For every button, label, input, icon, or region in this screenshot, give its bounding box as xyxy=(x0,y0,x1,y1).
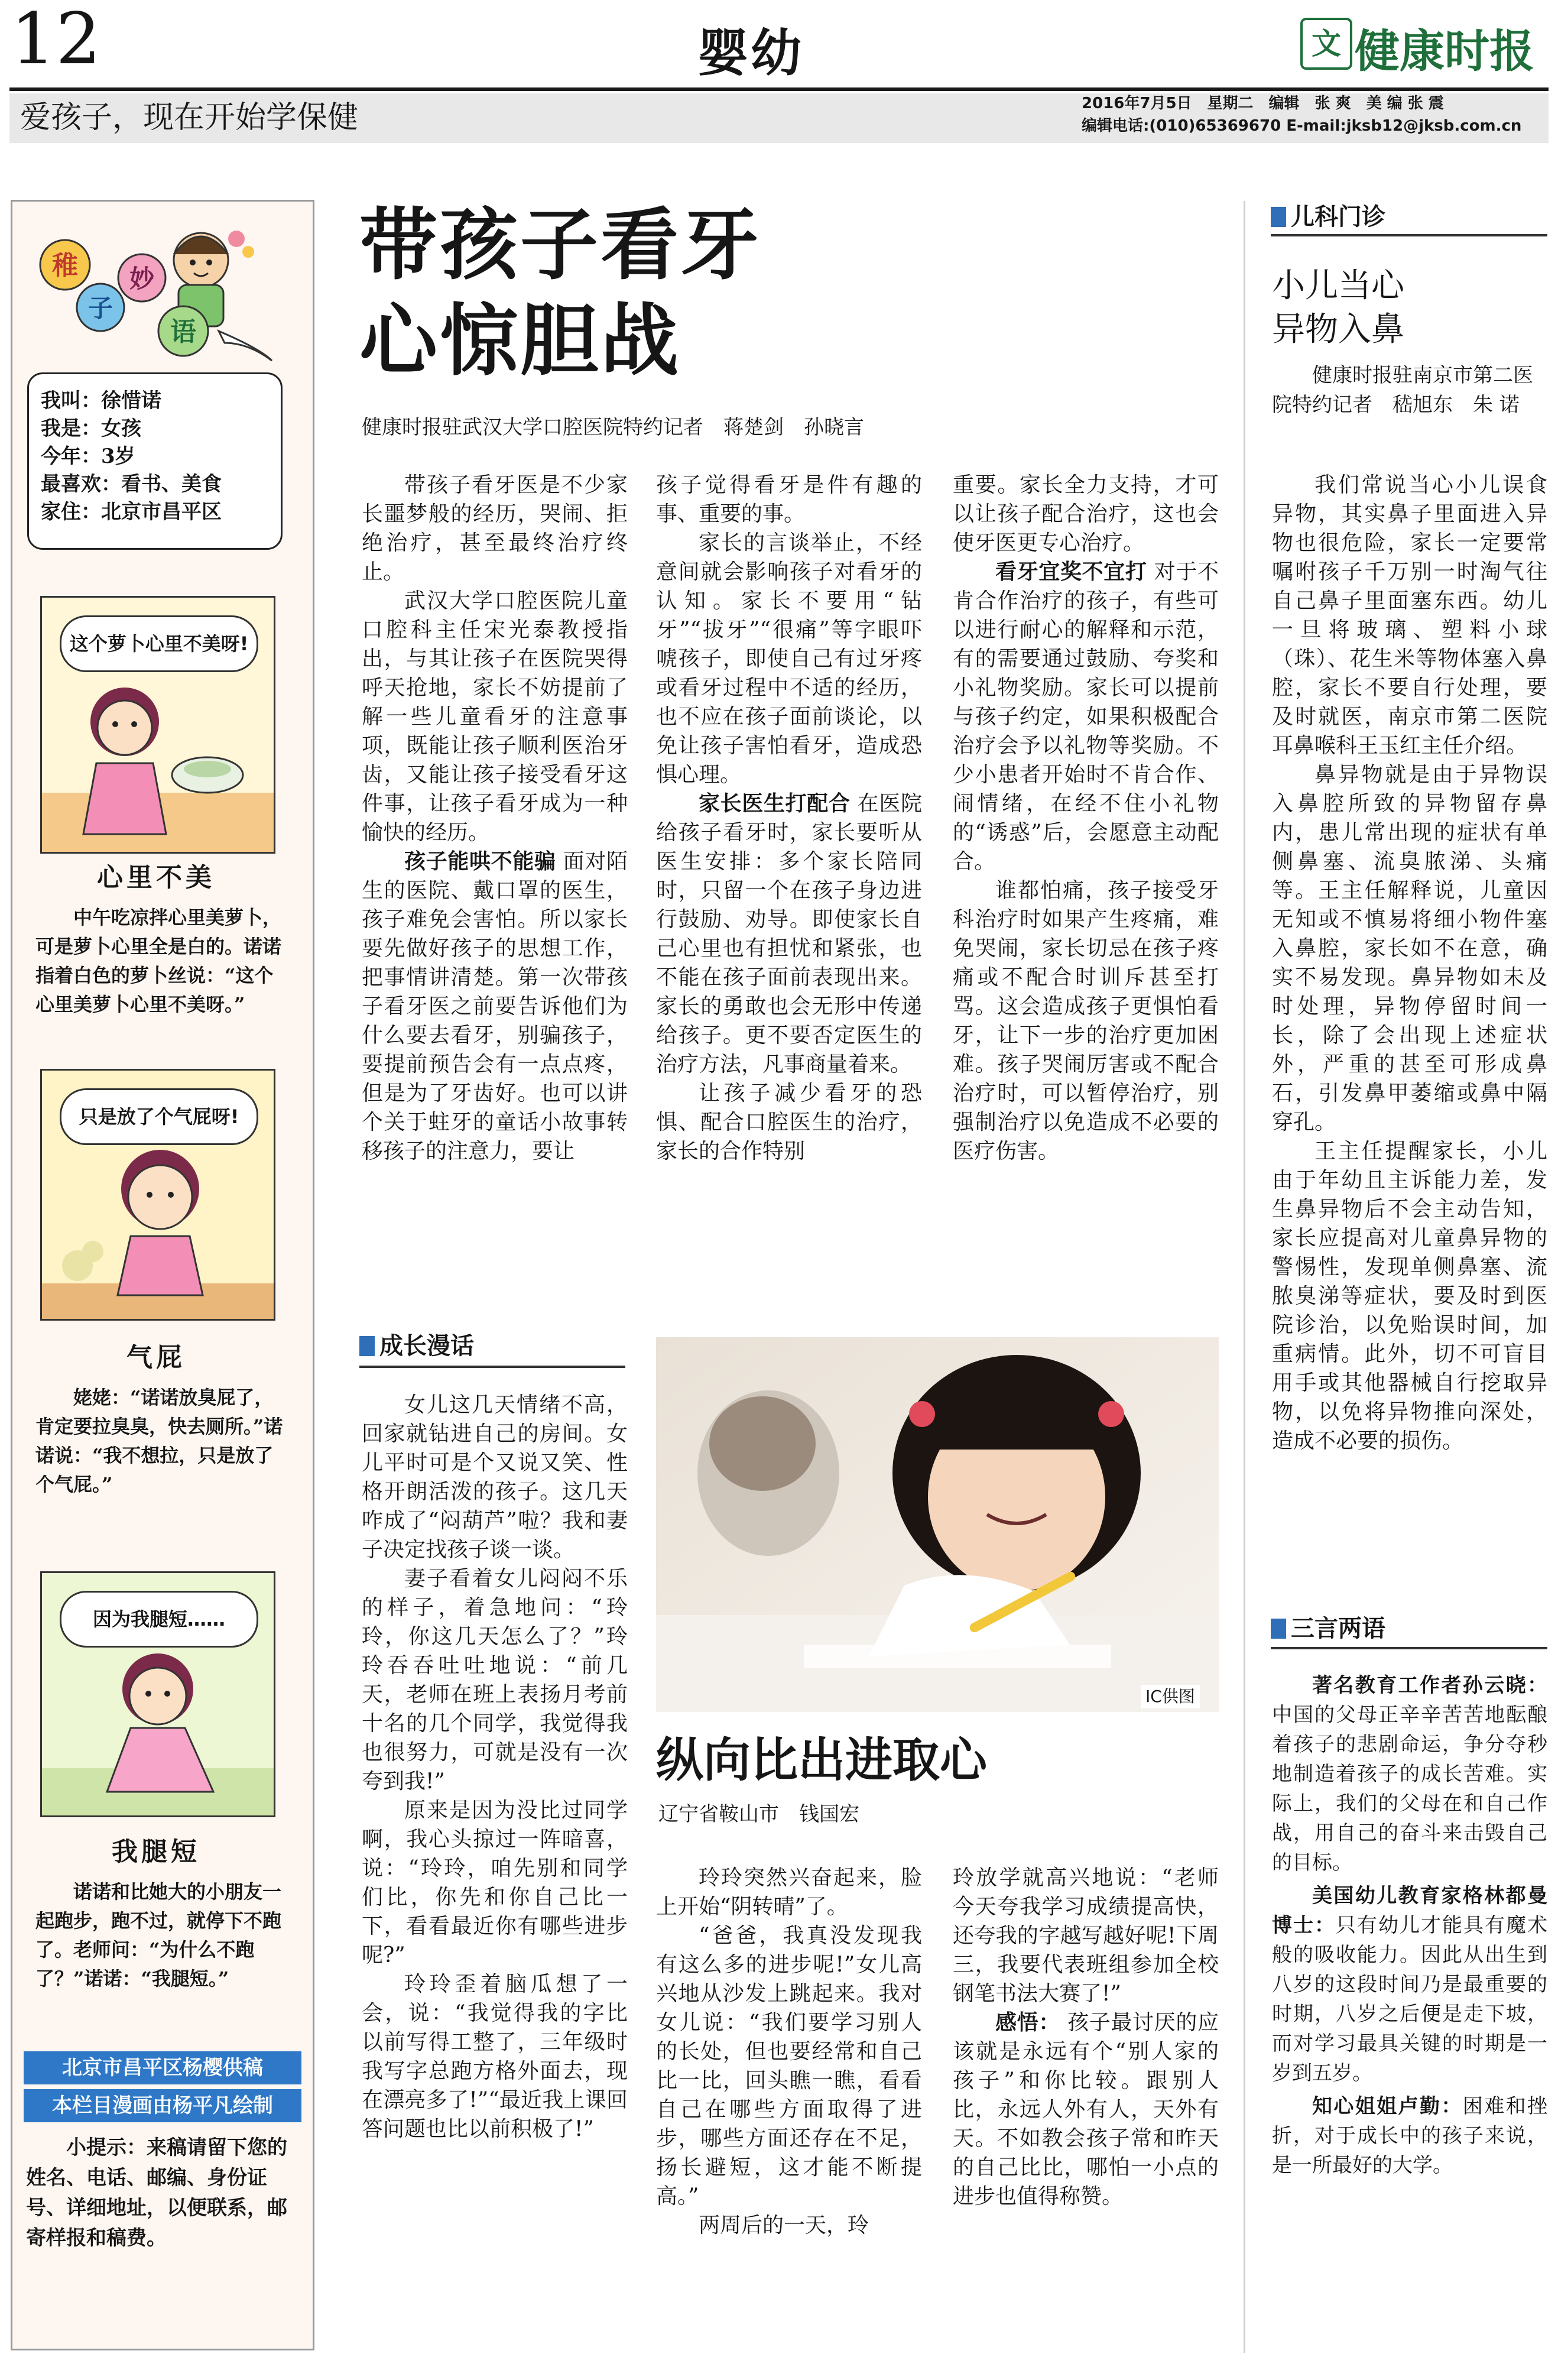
newspaper-logo xyxy=(1300,12,1549,77)
paragraph xyxy=(362,1796,628,1970)
section-header: 儿科门诊 xyxy=(1271,201,1385,233)
quote-speaker: 知心姐姐卢勤： xyxy=(1312,2094,1463,2118)
girl-writing-photo xyxy=(656,1337,1219,1712)
paragraph-text: 女儿这几天情绪不高，回家就钻进自己的房间。女儿平时可是个又说又笑、性格开朗活泼的孩子。这几天咋成了“闷葫芦”啦？我和妻子决定找孩子谈一谈。 xyxy=(362,1393,628,1562)
article-column xyxy=(656,471,922,1166)
quote xyxy=(1272,1671,1547,1878)
paragraph xyxy=(656,1079,922,1166)
paragraph xyxy=(953,1863,1219,2008)
comic-caption: 我腿短 xyxy=(112,1837,200,1867)
paragraph-text: “爸爸，我真没发现我有这么多的进步呢!”女儿高兴地从沙发上跳起来。我对女儿说：“我们要学习别人的长处，但也要经常和自己比一比，回头瞧一瞧，看看自己在哪些方面取得了进步，哪些方面还存在不足，扬长避短，这才能不断提高。” xyxy=(656,1924,922,2209)
column-logo-char: 子 xyxy=(87,294,113,323)
quote xyxy=(1272,2092,1547,2180)
quote-text: 中国的父母正辛辛苦苦地酝酿着孩子的悲剧命运，争分夺秒地制造着孩子的成长苦难。实际上，我们的父母在和自己作战，用自己的奋斗来击毁自己的目标。 xyxy=(1272,1703,1547,1875)
paragraph-text: 玲放学就高兴地说：“老师今天夸我学习成绩提高快，还夸我的字越写越好呢!下周三，我要代表班组参加全校钢笔书法大赛了!” xyxy=(953,1866,1219,2006)
section-rule xyxy=(359,1366,625,1368)
article-column xyxy=(953,471,1219,1166)
logo-name: 健康时报 xyxy=(1355,25,1534,77)
comic-text: 诺诺和比她大的小朋友一起跑步，跑不过，就停下不跑了。老师问：“为什么不跑了？”诺诺：“我腿短。” xyxy=(35,1880,282,1990)
masthead-rule xyxy=(9,87,1549,91)
paragraph xyxy=(656,1863,922,1921)
paragraph-text: 武汉大学口腔医院儿童口腔科主任宋光泰教授指出，与其让孩子在医院哭得呼天抢地，家长不妨提前了解一些儿童看牙的注意事项，既能让孩子顺利医治牙齿，又能让孩子接受看牙这件事，让孩子看牙成为一种愉快的经历。 xyxy=(362,589,628,845)
article-photo xyxy=(656,1337,1219,1712)
paragraph xyxy=(362,471,628,586)
paragraph-text: 玲玲突然兴奋起来，脸上开始“阴转晴”了。 xyxy=(656,1866,922,1919)
page-number: 12 xyxy=(11,0,101,80)
paragraph xyxy=(362,1564,628,1796)
byline: 辽宁省鞍山市 钱国宏 xyxy=(658,1802,859,1826)
paragraph-text: 让孩子减少看牙的恐惧、配合口腔医生的治疗，家长的合作特别 xyxy=(656,1081,922,1163)
date-line: 2016年7月5日 星期二 编辑 张 爽 美 编 张 震 xyxy=(1082,95,1444,112)
article-column xyxy=(362,1390,628,2144)
paragraph xyxy=(362,1390,628,1564)
paragraph-lead: 看牙宜奖不宜打 xyxy=(995,560,1147,584)
quote-speaker: 著名教育工作者孙云晓： xyxy=(1312,1674,1547,1697)
kid-info-line: 最喜欢：看书、美食 xyxy=(41,472,222,496)
quote-speaker: 美国幼儿教育家格林都曼博士： xyxy=(1272,1884,1547,1937)
speech-bubble: 这个萝卜心里不美呀! xyxy=(60,615,258,672)
article-title: 小儿当心 xyxy=(1272,267,1404,305)
contribution-tip: 小提示：来稿请留下您的姓名、电话、邮编、身份证号、详细地址，以便联系，邮寄样报和稿费。 xyxy=(26,2136,287,2250)
section-rule xyxy=(1271,1647,1547,1649)
byline: 健康时报驻南京市第二医院特约记者 嵇旭东 朱 诺 xyxy=(1272,364,1533,417)
paragraph-lead: 家长医生打配合 xyxy=(699,792,851,816)
paragraph: 我们常说当心小儿误食异物，其实鼻子里面进入异物也很危险，家长一定要常嘱咐孩子千万别一时淘气往自己鼻子里面塞东西。幼儿一旦将玻璃、塑料小球（珠）、花生米等物体塞入鼻腔，家长不要自行处理，要及时就医，南京市第二医院耳鼻喉科王玉红主任介绍。 xyxy=(1272,473,1547,758)
section-header: 三言两语 xyxy=(1271,1613,1385,1645)
paragraph-text: 在医院给孩子看牙时，家长要听从医生安排：多个家长陪同时，只留一个在孩子身边进行鼓励、劝导。即使家长自己心里也有担忧和紧张，也不能在孩子面前表现出来。家长的勇敢也会无形中传递给孩子。更不要否定医生的治疗方法，凡事商量着来。 xyxy=(656,792,922,1076)
paragraph-text: 带孩子看牙医是不少家长噩梦般的经历，哭闹、拒绝治疗，甚至最终治疗终止。 xyxy=(362,473,628,584)
article-column xyxy=(362,471,628,1166)
column-logo-char: 稚 xyxy=(52,251,78,281)
kid-info-line: 我叫：徐惜诺 xyxy=(41,389,161,413)
paragraph-lead: 感悟： xyxy=(995,2011,1060,2035)
article-title: 异物入鼻 xyxy=(1272,310,1404,349)
paragraph-text: 谁都怕痛，孩子接受牙科治疗时如果产生疼痛，难免哭闹，家长切忌在孩子疼痛或不配合时训斥甚至打骂。这会造成孩子更惧怕看牙，让下一步的治疗更加困难。孩子哭闹厉害或不配合治疗时，可以暂停治疗，别强制治疗以免造成不必要的医疗伤害。 xyxy=(953,878,1219,1163)
paragraph: 王主任提醒家长，小儿由于年幼且主诉能力差，发生鼻异物后不会主动告知，家长应提高对儿童鼻异物的警惕性，发现单侧鼻塞、流脓臭涕等症状，要及时到医院诊治，以免贻误时间，加重病情。此外，切不可盲目用手或其他器械自行挖取异物，以免将异物推向深处，造成不必要的损伤。 xyxy=(1272,1139,1547,1453)
slogan: 爱孩子，现在开始学保健 xyxy=(20,100,359,135)
quote-text: 困难和挫折，对于成长中的孩子来说，是一所最好的大学。 xyxy=(1272,2094,1548,2177)
paragraph-text: 家长的言谈举止，不经意间就会影响孩子对看牙的认知。家长不要用“钻牙”“拔牙”“很痛”等字眼吓唬孩子，即使自己有过牙疼或看牙过程中不适的经历，也不应在孩子面前谈论，以免让孩子害怕看牙，造成恐惧心理。 xyxy=(656,531,922,787)
paragraph-text: 孩子最讨厌的应该就是永远有个“别人家的孩子”和你比较。跟别人比，永远人外有人，天外有天。不如教会孩子常和昨天的自己比比，哪怕一小点的进步也值得称赞。 xyxy=(953,2011,1219,2209)
quote xyxy=(1272,1881,1547,2088)
paragraph: 鼻异物就是由于异物误入鼻腔所致的异物留存鼻内，患儿常出现的症状有单侧鼻塞、流臭脓涕、头痛等。王主任解释说，儿童因无知或不慎易将细小物件塞入鼻腔，家长如不在意，确实不易发现。鼻异物如未及时处理，异物停留时间一长，除了会出现上述症状外，严重的甚至可形成鼻石，引发鼻甲萎缩或鼻中隔穿孔。 xyxy=(1272,763,1547,1134)
paragraph xyxy=(953,876,1219,1166)
speech-tail-icon xyxy=(219,331,272,361)
paragraph xyxy=(656,471,922,528)
paragraph-text: 原来是因为没比过同学啊，我心头掠过一阵暗喜，说：“玲玲，咱先别和同学们比，你先和你自己比一下，看看最近你有哪些进步呢?” xyxy=(362,1798,628,1967)
paragraph-text: 对于不肯合作治疗的孩子，有些可以进行耐心的解释和示范，有的需要通过鼓励、夸奖和小礼物奖励。家长可以提前与孩子约定，如果积极配合治疗会予以礼物等奖励。不少小患者开始时不肯合作、闹情绪，在经不住小礼物的“诱惑”后，会愿意主动配合。 xyxy=(953,560,1219,874)
article-column xyxy=(656,1863,922,2240)
paragraph xyxy=(362,847,628,1166)
section-header: 成长漫话 xyxy=(359,1330,474,1362)
quotes-block xyxy=(1272,1671,1547,2184)
comic-panel xyxy=(40,1069,275,1321)
headline: 纵向比出进取心 xyxy=(656,1733,987,1788)
speech-bubble: 只是放了个气屁呀! xyxy=(60,1088,258,1145)
contact-line: 编辑电话:(010)65369670 E-mail:jksb12@jksb.com.cn xyxy=(1082,117,1522,135)
column-divider xyxy=(1244,201,1245,2353)
paragraph xyxy=(953,471,1219,557)
speech-bubble: 因为我腿短…… xyxy=(60,1591,258,1648)
paragraph xyxy=(953,557,1219,876)
paragraph xyxy=(362,586,628,847)
paragraph xyxy=(953,2008,1219,2211)
comic-text: 姥姥：“诺诺放臭屁了，肯定要拉臭臭，快去厕所。”诺诺说：“我不想拉，只是放了个气屁。” xyxy=(35,1386,283,1496)
paragraph xyxy=(656,1921,922,2211)
comic-panel xyxy=(40,1571,275,1817)
kid-info-card xyxy=(27,372,283,550)
paragraph xyxy=(656,528,922,789)
kid-info-line: 家住：北京市昌平区 xyxy=(41,500,222,524)
comic-panel xyxy=(40,596,275,854)
section-title: 婴幼 xyxy=(697,24,804,83)
byline: 健康时报驻武汉大学口腔医院特约记者 蒋楚剑 孙晓言 xyxy=(362,416,864,439)
section-rule xyxy=(1271,234,1547,236)
article-column xyxy=(1272,471,1547,1455)
comic-text: 中午吃凉拌心里美萝卜，可是萝卜心里全是白的。诺诺指着白色的萝卜丝说：“这个心里美萝卜心里不美呀。” xyxy=(35,906,282,1016)
paragraph-text: 孩子觉得看牙是件有趣的事、重要的事。 xyxy=(656,473,922,526)
paragraph-text: 两周后的一天，玲 xyxy=(699,2213,869,2238)
paragraph-text: 重要。家长全力支持，才可以让孩子配合治疗，这也会使牙医更专心治疗。 xyxy=(953,473,1219,555)
comic-caption: 心里不美 xyxy=(97,862,215,893)
paragraph-lead: 孩子能哄不能骗 xyxy=(404,849,556,874)
headline: 心惊胆战 xyxy=(359,296,681,387)
paragraph-text: 面对陌生的医院、戴口罩的医生，孩子难免会害怕。所以家长要先做好孩子的思想工作，把事情讲清楚。第一次带孩子看牙医之前要告诉他们为什么要去看牙，别骗孩子，要提前预告会有一点点疼，但是为了牙齿好。也可以讲个关于蛀牙的童话小故事转移孩子的注意力，要让 xyxy=(362,849,628,1163)
kid-info-line: 今年：3岁 xyxy=(41,445,135,468)
paragraph xyxy=(362,1970,628,2144)
credit-bar: 北京市昌平区杨樱供稿 xyxy=(24,2051,301,2084)
column-logo xyxy=(24,219,284,367)
paragraph xyxy=(656,2211,922,2240)
credit-bar: 本栏目漫画由杨平凡绘制 xyxy=(24,2089,301,2122)
headline: 带孩子看牙 xyxy=(359,200,761,291)
photo-credit: IC供图 xyxy=(1141,1685,1200,1708)
article-column xyxy=(953,1863,1219,2211)
column-logo-char: 妙 xyxy=(129,264,155,293)
paragraph-text: 妻子看着女儿闷闷不乐的样子，着急地问：“玲玲，你这几天怎么了？”玲玲吞吞吐吐地说：“前几天，老师在班上表扬月考前十名的几个同学，我觉得我也很努力，可就是没有一次夸到我!” xyxy=(362,1567,628,1794)
kid-info-line: 我是：女孩 xyxy=(41,417,141,440)
quote-text: 只有幼儿才能具有魔术般的吸收能力。因此从出生到八岁的这段时间乃是最重要的时期，八岁之后便是走下坡，而对学习最具关键的时期是一岁到五岁。 xyxy=(1272,1914,1547,2085)
logo-mark-icon: 文 xyxy=(1300,18,1352,70)
paragraph-text: 玲玲歪着脑瓜想了一会，说：“我觉得我的字比以前写得工整了，三年级时我写字总跑方格外面去，现在漂亮多了!”“最近我上课回答问题也比以前积极了!” xyxy=(362,1972,628,2141)
column-logo-char: 语 xyxy=(170,317,196,347)
comic-caption: 气屁 xyxy=(126,1343,186,1373)
paragraph xyxy=(656,789,922,1079)
